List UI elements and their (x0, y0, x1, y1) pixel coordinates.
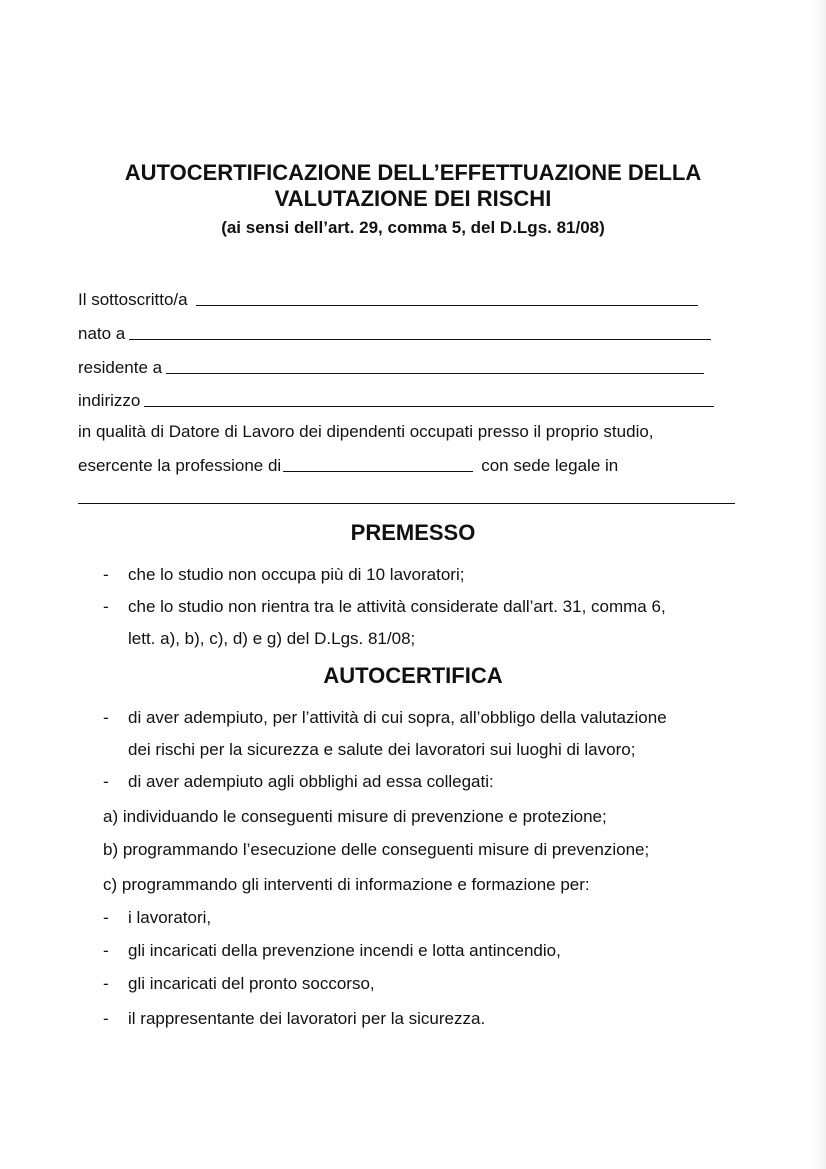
autocertifica-item: di aver adempiuto, per l’attività di cui sopra, all’obbligo della valutazione (128, 708, 667, 727)
sottoscritto-field[interactable] (196, 304, 698, 306)
professione-field[interactable] (283, 470, 473, 472)
bullet-dash: - (103, 974, 109, 993)
title-line-1: AUTOCERTIFICAZIONE DELL’EFFETTUAZIONE DELLA (124, 160, 702, 185)
lettered-item-b: b) programmando l’esecuzione delle conseguenti misure di prevenzione; (103, 840, 650, 859)
bullet-dash: - (103, 1009, 109, 1028)
indirizzo-label: indirizzo (78, 391, 141, 410)
title-line-2: VALUTAZIONE DEI RISCHI (274, 186, 552, 211)
autocertifica-heading: AUTOCERTIFICA (323, 663, 503, 688)
qualita-text: in qualità di Datore di Lavoro dei dipendenti occupati presso il proprio studio, (78, 422, 654, 441)
nato-label: nato a (78, 324, 126, 343)
premesso-item: che lo studio non occupa più di 10 lavoratori; (128, 565, 465, 584)
scan-edge-shadow (812, 0, 826, 1169)
professione-label: esercente la professione di (78, 456, 282, 475)
residente-row (78, 354, 704, 378)
bullet-dash: - (103, 772, 109, 791)
recipient-item: i lavoratori, (128, 908, 212, 927)
recipient-item: gli incaricati del pronto soccorso, (128, 974, 375, 993)
lettered-item-c: c) programmando gli interventi di informazione e formazione per: (103, 875, 590, 894)
premesso-heading: PREMESSO (350, 520, 476, 545)
indirizzo-row (78, 387, 714, 411)
document-title (60, 160, 766, 212)
bullet-dash: - (103, 565, 109, 584)
residente-field[interactable] (166, 372, 704, 374)
nato-row (78, 320, 711, 344)
recipient-item: gli incaricati della prevenzione incendi e lotta antincendio, (128, 941, 561, 960)
document-subtitle: (ai sensi dell’art. 29, comma 5, del D.Lgs. 81/08) (221, 218, 605, 237)
residente-label: residente a (78, 358, 163, 377)
autocertifica-item-continued: dei rischi per la sicurezza e salute dei lavoratori sui luoghi di lavoro; (128, 740, 636, 759)
recipient-item: il rappresentante dei lavoratori per la sicurezza. (128, 1009, 486, 1028)
bullet-dash: - (103, 941, 109, 960)
indirizzo-field[interactable] (144, 405, 714, 407)
nato-field[interactable] (129, 338, 711, 340)
sottoscritto-label: Il sottoscritto/a (78, 290, 188, 309)
sede-label: con sede legale in (481, 456, 619, 475)
bullet-dash: - (103, 597, 109, 616)
bullet-dash: - (103, 908, 109, 927)
bullet-dash: - (103, 708, 109, 727)
premesso-item: che lo studio non rientra tra le attività considerate dall’art. 31, comma 6, (128, 597, 666, 616)
professione-row (78, 452, 618, 476)
sede-field[interactable] (78, 503, 735, 504)
lettered-item-a: a) individuando le conseguenti misure di prevenzione e protezione; (103, 807, 607, 826)
premesso-item-continued: lett. a), b), c), d) e g) del D.Lgs. 81/08; (128, 629, 416, 648)
sottoscritto-row (78, 286, 698, 310)
autocertifica-item: di aver adempiuto agli obblighi ad essa collegati: (128, 772, 494, 791)
